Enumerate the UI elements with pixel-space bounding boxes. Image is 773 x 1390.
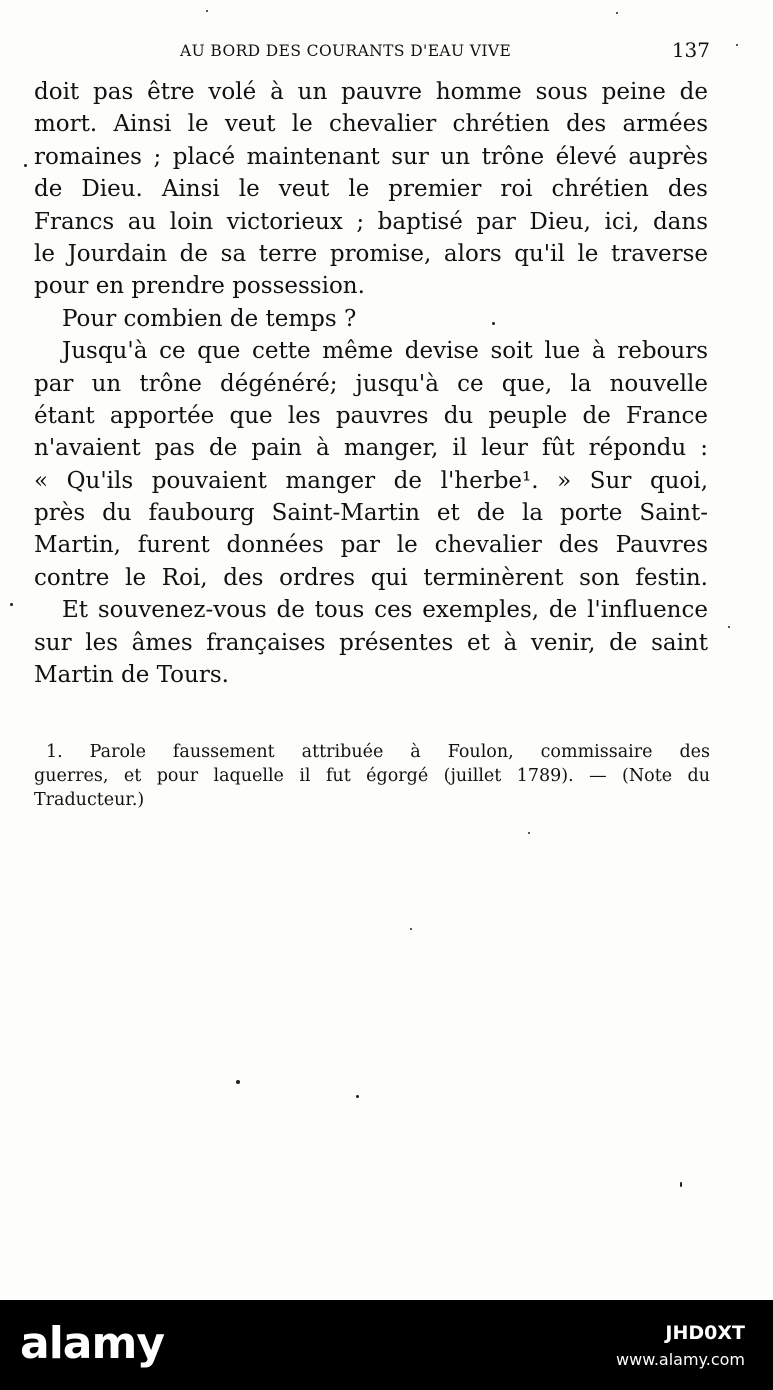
scan-speck bbox=[24, 164, 27, 167]
scan-speck bbox=[680, 1182, 682, 1187]
text-line: Jusqu'à ce que cette même devise soit lue à rebours bbox=[62, 338, 708, 365]
text-line: mort. Ainsi le veut le chevalier chrétien des armées bbox=[34, 111, 708, 138]
text-line: Pour combien de temps ? bbox=[62, 305, 357, 332]
text-line: par un trône dégénéré; jusqu'à ce que, la nouvelle bbox=[34, 370, 708, 397]
scan-speck bbox=[728, 626, 730, 628]
footnote-line: guerres, et pour laquelle il fut égorgé (juillet 1789). — (Note du bbox=[34, 766, 710, 786]
text-line: étant apportée que les pauvres du peuple de France bbox=[34, 402, 708, 429]
text-line: romaines ; placé maintenant sur un trône élevé auprès bbox=[34, 143, 708, 170]
banner-url: www.alamy.com bbox=[616, 1350, 745, 1369]
text-line: Francs au loin victorieux ; baptisé par Dieu, ici, dans bbox=[34, 208, 708, 235]
text-line: n'avaient pas de pain à manger, il leur fût répondu : bbox=[34, 435, 708, 462]
text-line: sur les âmes françaises présentes et à venir, de saint bbox=[34, 629, 708, 656]
scan-speck bbox=[356, 1095, 359, 1098]
image-id: JHD0XT bbox=[665, 1322, 745, 1344]
footnote-line: Traducteur.) bbox=[34, 790, 145, 810]
scan-speck bbox=[236, 1080, 240, 1084]
alamy-logo: alamy bbox=[20, 1318, 164, 1369]
text-line: « Qu'ils pouvaient manger de l'herbe¹. » Sur quoi, bbox=[34, 467, 708, 494]
text-line: pour en prendre possession. bbox=[34, 273, 365, 300]
scan-speck bbox=[10, 603, 13, 606]
footnotes bbox=[34, 740, 710, 812]
scan-speck bbox=[528, 832, 530, 834]
text-line: doit pas être volé à un pauvre homme sous peine de bbox=[34, 79, 708, 105]
footnote-line: 1. Parole faussement attribuée à Foulon, commissaire des bbox=[46, 742, 710, 762]
scan-speck bbox=[492, 322, 495, 325]
text-line: Et souvenez-vous de tous ces exemples, de l'influence bbox=[62, 597, 708, 624]
page-number: 137 bbox=[671, 38, 710, 62]
scan-speck bbox=[206, 10, 208, 12]
running-title: AU BORD DES COURANTS D'EAU VIVE bbox=[180, 42, 512, 60]
scan-speck bbox=[410, 928, 412, 930]
text-line: près du faubourg Saint-Martin et de la porte Saint- bbox=[34, 500, 708, 527]
text-line: contre le Roi, des ordres qui terminèrent son festin. bbox=[34, 564, 708, 591]
scan-speck bbox=[736, 44, 738, 46]
text-line: Martin de Tours. bbox=[34, 662, 229, 689]
text-line: Martin, furent données par le chevalier des Pauvres bbox=[34, 532, 708, 559]
text-line: de Dieu. Ainsi le veut le premier roi chrétien des bbox=[34, 176, 708, 203]
body-text bbox=[34, 76, 708, 691]
text-line: le Jourdain de sa terre promise, alors qu'il le traverse bbox=[34, 240, 708, 267]
running-head bbox=[180, 36, 710, 66]
stock-watermark-banner bbox=[0, 1300, 773, 1390]
scan-speck bbox=[616, 12, 618, 14]
